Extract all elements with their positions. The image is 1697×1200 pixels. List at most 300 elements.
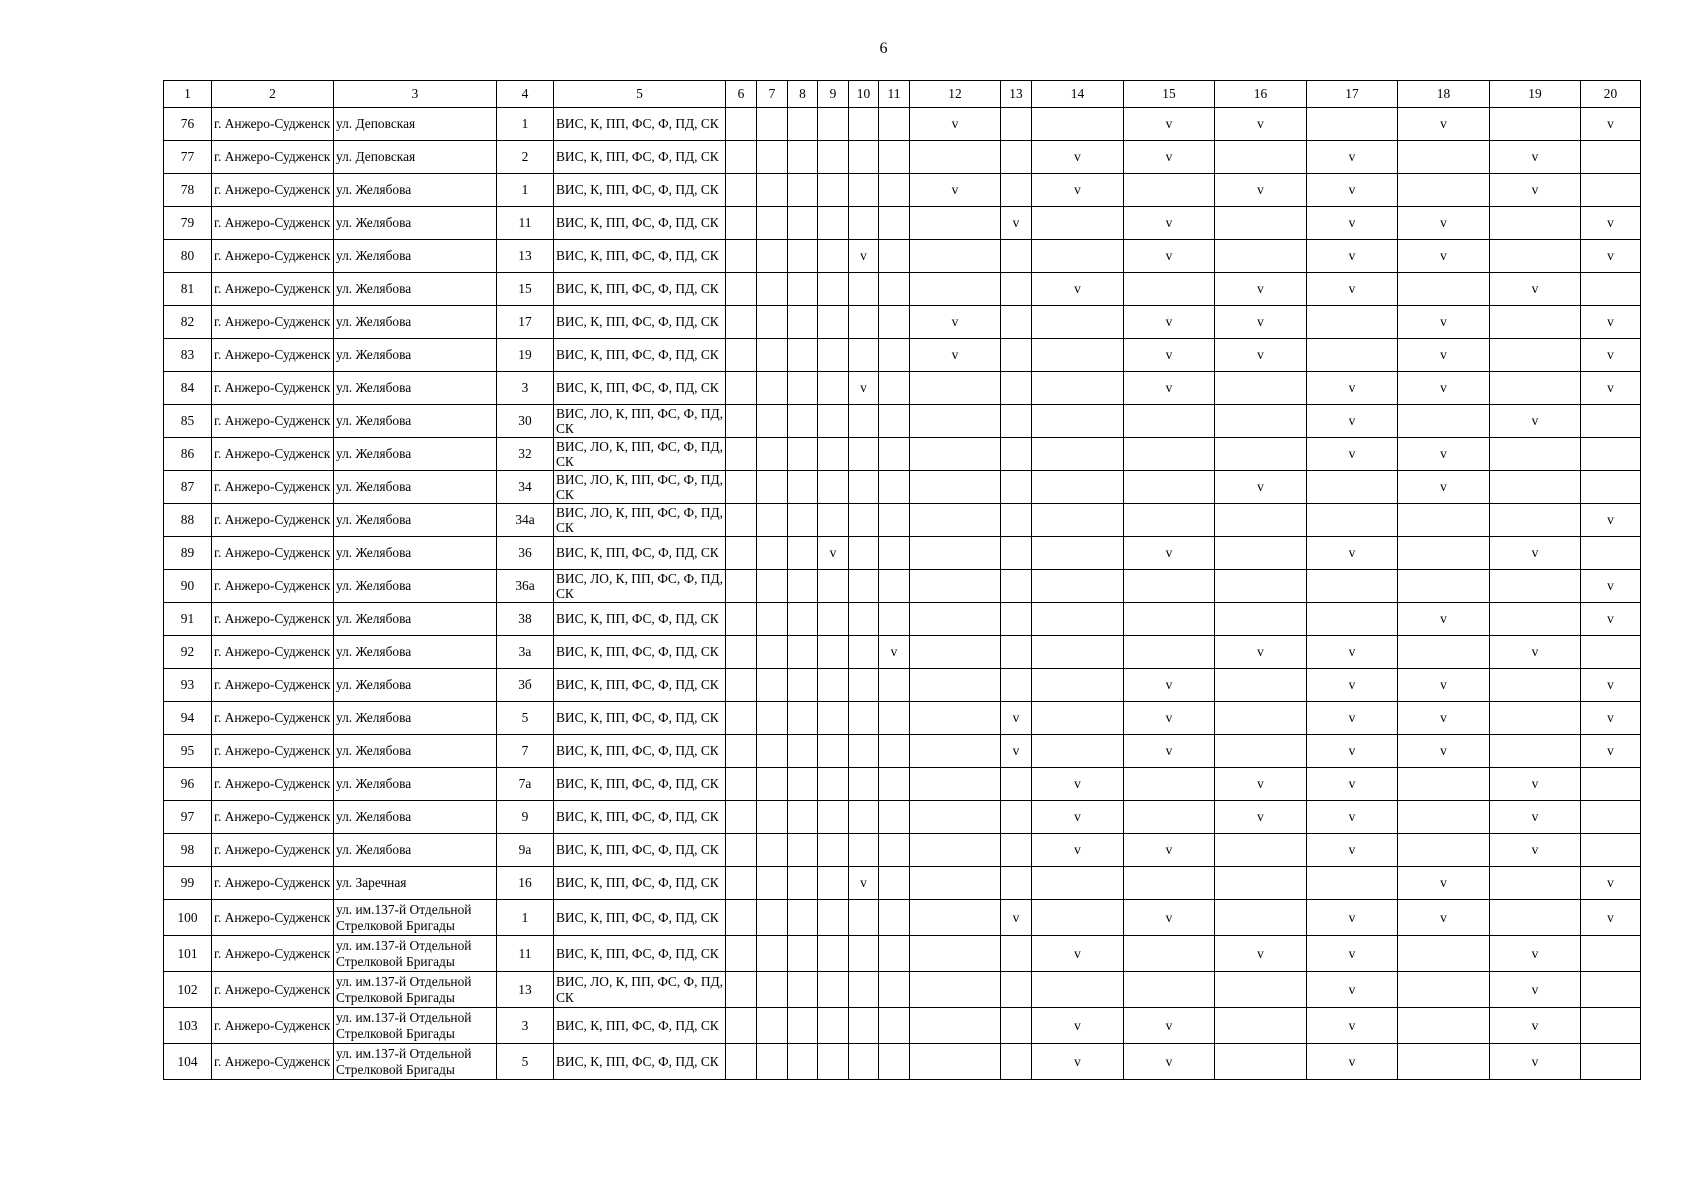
house-number-cell: 16 [497, 867, 554, 900]
empty-cell [818, 372, 849, 405]
empty-cell [726, 537, 757, 570]
empty-cell [879, 339, 910, 372]
empty-cell [788, 900, 818, 936]
check-mark: v [1307, 936, 1398, 972]
check-mark: v [1581, 570, 1641, 603]
empty-cell [849, 1008, 879, 1044]
row-number: 101 [164, 936, 212, 972]
empty-cell [1124, 438, 1215, 471]
empty-cell [726, 735, 757, 768]
row-number: 99 [164, 867, 212, 900]
check-mark: v [1307, 141, 1398, 174]
column-header-12: 12 [910, 81, 1001, 108]
check-mark: v [1490, 537, 1581, 570]
house-number-cell: 36 [497, 537, 554, 570]
empty-cell [849, 801, 879, 834]
check-mark: v [1307, 405, 1398, 438]
works-list-cell: ВИС, К, ПП, ФС, Ф, ПД, СК [554, 273, 726, 306]
empty-cell [1398, 768, 1490, 801]
city-cell: г. Анжеро-Судженск [212, 702, 334, 735]
row-number: 97 [164, 801, 212, 834]
check-mark: v [1032, 834, 1124, 867]
empty-cell [1398, 1044, 1490, 1080]
empty-cell [1124, 504, 1215, 537]
empty-cell [757, 768, 788, 801]
check-mark: v [1307, 669, 1398, 702]
empty-cell [818, 471, 849, 504]
check-mark: v [1398, 471, 1490, 504]
empty-cell [788, 801, 818, 834]
column-header-16: 16 [1215, 81, 1307, 108]
empty-cell [879, 1044, 910, 1080]
row-number: 77 [164, 141, 212, 174]
empty-cell [879, 471, 910, 504]
table-row [164, 537, 1641, 570]
check-mark: v [1581, 108, 1641, 141]
empty-cell [788, 1044, 818, 1080]
column-header-3: 3 [334, 81, 497, 108]
check-mark: v [1581, 504, 1641, 537]
empty-cell [726, 636, 757, 669]
check-mark: v [1307, 438, 1398, 471]
empty-cell [1001, 339, 1032, 372]
check-mark: v [1124, 141, 1215, 174]
empty-cell [1307, 108, 1398, 141]
empty-cell [849, 768, 879, 801]
city-cell: г. Анжеро-Судженск [212, 972, 334, 1008]
empty-cell [849, 570, 879, 603]
city-cell: г. Анжеро-Судженск [212, 936, 334, 972]
check-mark: v [1307, 768, 1398, 801]
empty-cell [726, 174, 757, 207]
empty-cell [1490, 900, 1581, 936]
empty-cell [1215, 504, 1307, 537]
empty-cell [788, 405, 818, 438]
empty-cell [849, 504, 879, 537]
house-number-cell: 1 [497, 900, 554, 936]
check-mark: v [1581, 702, 1641, 735]
check-mark: v [910, 306, 1001, 339]
empty-cell [788, 669, 818, 702]
empty-cell [818, 108, 849, 141]
empty-cell [1124, 405, 1215, 438]
works-list-cell: ВИС, К, ПП, ФС, Ф, ПД, СК [554, 174, 726, 207]
empty-cell [818, 570, 849, 603]
street-cell: ул. Желябова [334, 273, 497, 306]
empty-cell [910, 702, 1001, 735]
empty-cell [726, 570, 757, 603]
empty-cell [726, 1044, 757, 1080]
row-number: 96 [164, 768, 212, 801]
empty-cell [849, 972, 879, 1008]
check-mark: v [1307, 240, 1398, 273]
empty-cell [1001, 504, 1032, 537]
empty-cell [1398, 174, 1490, 207]
empty-cell [818, 1008, 849, 1044]
row-number: 90 [164, 570, 212, 603]
row-number: 80 [164, 240, 212, 273]
empty-cell [1215, 669, 1307, 702]
street-cell: ул. Желябова [334, 405, 497, 438]
check-mark: v [1215, 306, 1307, 339]
city-cell: г. Анжеро-Судженск [212, 1044, 334, 1080]
street-cell: ул. Желябова [334, 834, 497, 867]
empty-cell [910, 372, 1001, 405]
table-row [164, 372, 1641, 405]
table-row [164, 1044, 1641, 1080]
check-mark: v [1215, 471, 1307, 504]
empty-cell [1490, 504, 1581, 537]
works-list-cell: ВИС, К, ПП, ФС, Ф, ПД, СК [554, 141, 726, 174]
works-list-cell: ВИС, К, ПП, ФС, Ф, ПД, СК [554, 768, 726, 801]
house-number-cell: 2 [497, 141, 554, 174]
check-mark: v [1581, 735, 1641, 768]
empty-cell [1001, 669, 1032, 702]
empty-cell [910, 504, 1001, 537]
empty-cell [1490, 471, 1581, 504]
empty-cell [1581, 1008, 1641, 1044]
empty-cell [1215, 702, 1307, 735]
empty-cell [879, 702, 910, 735]
check-mark: v [1001, 900, 1032, 936]
table-row [164, 936, 1641, 972]
check-mark: v [1398, 702, 1490, 735]
empty-cell [726, 240, 757, 273]
empty-cell [818, 936, 849, 972]
empty-cell [1001, 867, 1032, 900]
column-header-7: 7 [757, 81, 788, 108]
street-cell: ул. Желябова [334, 339, 497, 372]
check-mark: v [1398, 603, 1490, 636]
empty-cell [1124, 570, 1215, 603]
empty-cell [726, 867, 757, 900]
empty-cell [879, 1008, 910, 1044]
empty-cell [1001, 372, 1032, 405]
check-mark: v [1001, 702, 1032, 735]
empty-cell [726, 108, 757, 141]
empty-cell [1581, 1044, 1641, 1080]
empty-cell [788, 936, 818, 972]
check-mark: v [1124, 108, 1215, 141]
check-mark: v [1398, 438, 1490, 471]
empty-cell [1215, 1008, 1307, 1044]
house-number-cell: 30 [497, 405, 554, 438]
empty-cell [849, 438, 879, 471]
empty-cell [1581, 471, 1641, 504]
empty-cell [726, 207, 757, 240]
empty-cell [788, 768, 818, 801]
empty-cell [757, 405, 788, 438]
empty-cell [1215, 972, 1307, 1008]
empty-cell [910, 735, 1001, 768]
works-list-cell: ВИС, ЛО, К, ПП, ФС, Ф, ПД, СК [554, 405, 726, 438]
empty-cell [1490, 867, 1581, 900]
check-mark: v [1307, 801, 1398, 834]
empty-cell [757, 834, 788, 867]
house-number-cell: 3 [497, 372, 554, 405]
empty-cell [757, 240, 788, 273]
house-number-cell: 9а [497, 834, 554, 867]
check-mark: v [1398, 108, 1490, 141]
check-mark: v [1398, 735, 1490, 768]
street-cell: ул. Желябова [334, 570, 497, 603]
empty-cell [1001, 936, 1032, 972]
street-cell: ул. Деповская [334, 108, 497, 141]
empty-cell [1124, 801, 1215, 834]
house-number-cell: 38 [497, 603, 554, 636]
empty-cell [1490, 438, 1581, 471]
empty-cell [1032, 372, 1124, 405]
empty-cell [1124, 603, 1215, 636]
empty-cell [726, 1008, 757, 1044]
table-row [164, 273, 1641, 306]
house-number-cell: 34 [497, 471, 554, 504]
empty-cell [818, 405, 849, 438]
check-mark: v [1032, 174, 1124, 207]
empty-cell [726, 972, 757, 1008]
empty-cell [879, 141, 910, 174]
empty-cell [1398, 537, 1490, 570]
check-mark: v [1307, 207, 1398, 240]
empty-cell [910, 768, 1001, 801]
empty-cell [1001, 108, 1032, 141]
empty-cell [1490, 735, 1581, 768]
empty-cell [879, 801, 910, 834]
house-number-cell: 32 [497, 438, 554, 471]
check-mark: v [1581, 900, 1641, 936]
column-number-row [164, 81, 1641, 108]
check-mark: v [1398, 372, 1490, 405]
empty-cell [910, 405, 1001, 438]
empty-cell [757, 372, 788, 405]
empty-cell [879, 108, 910, 141]
empty-cell [879, 669, 910, 702]
empty-cell [1307, 603, 1398, 636]
works-list-cell: ВИС, К, ПП, ФС, Ф, ПД, СК [554, 636, 726, 669]
empty-cell [757, 636, 788, 669]
empty-cell [1001, 240, 1032, 273]
empty-cell [849, 174, 879, 207]
empty-cell [788, 339, 818, 372]
city-cell: г. Анжеро-Судженск [212, 768, 334, 801]
empty-cell [757, 438, 788, 471]
check-mark: v [910, 108, 1001, 141]
house-number-cell: 9 [497, 801, 554, 834]
row-number: 78 [164, 174, 212, 207]
empty-cell [849, 702, 879, 735]
table-row [164, 768, 1641, 801]
table-row [164, 405, 1641, 438]
check-mark: v [849, 867, 879, 900]
empty-cell [1001, 801, 1032, 834]
house-number-cell: 36а [497, 570, 554, 603]
check-mark: v [1581, 306, 1641, 339]
street-cell: ул. Желябова [334, 669, 497, 702]
check-mark: v [1124, 702, 1215, 735]
table-row [164, 972, 1641, 1008]
empty-cell [757, 306, 788, 339]
empty-cell [879, 438, 910, 471]
empty-cell [818, 504, 849, 537]
check-mark: v [1490, 1008, 1581, 1044]
column-header-1: 1 [164, 81, 212, 108]
empty-cell [726, 603, 757, 636]
empty-cell [788, 702, 818, 735]
empty-cell [1032, 735, 1124, 768]
empty-cell [910, 273, 1001, 306]
empty-cell [818, 972, 849, 1008]
empty-cell [1215, 735, 1307, 768]
register-table [163, 80, 1641, 1080]
empty-cell [1581, 636, 1641, 669]
check-mark: v [849, 372, 879, 405]
empty-cell [1032, 240, 1124, 273]
empty-cell [879, 207, 910, 240]
empty-cell [818, 867, 849, 900]
street-cell: ул. Желябова [334, 372, 497, 405]
empty-cell [1032, 702, 1124, 735]
empty-cell [757, 702, 788, 735]
check-mark: v [1307, 702, 1398, 735]
works-list-cell: ВИС, К, ПП, ФС, Ф, ПД, СК [554, 834, 726, 867]
check-mark: v [1307, 1044, 1398, 1080]
city-cell: г. Анжеро-Судженск [212, 240, 334, 273]
empty-cell [879, 372, 910, 405]
empty-cell [1124, 273, 1215, 306]
empty-cell [726, 504, 757, 537]
empty-cell [849, 603, 879, 636]
city-cell: г. Анжеро-Судженск [212, 834, 334, 867]
works-list-cell: ВИС, К, ПП, ФС, Ф, ПД, СК [554, 702, 726, 735]
empty-cell [757, 174, 788, 207]
empty-cell [1307, 867, 1398, 900]
empty-cell [910, 141, 1001, 174]
empty-cell [1490, 108, 1581, 141]
empty-cell [1215, 537, 1307, 570]
table-row [164, 108, 1641, 141]
works-list-cell: ВИС, ЛО, К, ПП, ФС, Ф, ПД, СК [554, 972, 726, 1008]
city-cell: г. Анжеро-Судженск [212, 141, 334, 174]
row-number: 88 [164, 504, 212, 537]
empty-cell [818, 702, 849, 735]
empty-cell [818, 603, 849, 636]
empty-cell [1001, 603, 1032, 636]
empty-cell [818, 306, 849, 339]
check-mark: v [1307, 1008, 1398, 1044]
empty-cell [849, 900, 879, 936]
row-number: 81 [164, 273, 212, 306]
empty-cell [879, 603, 910, 636]
empty-cell [757, 900, 788, 936]
empty-cell [1581, 438, 1641, 471]
check-mark: v [1490, 141, 1581, 174]
empty-cell [849, 636, 879, 669]
check-mark: v [1490, 636, 1581, 669]
empty-cell [788, 240, 818, 273]
check-mark: v [1307, 834, 1398, 867]
empty-cell [1032, 603, 1124, 636]
empty-cell [849, 339, 879, 372]
empty-cell [1398, 273, 1490, 306]
table-row [164, 900, 1641, 936]
empty-cell [757, 471, 788, 504]
works-list-cell: ВИС, К, ПП, ФС, Ф, ПД, СК [554, 735, 726, 768]
empty-cell [879, 273, 910, 306]
check-mark: v [1032, 768, 1124, 801]
row-number: 82 [164, 306, 212, 339]
empty-cell [879, 504, 910, 537]
row-number: 100 [164, 900, 212, 936]
empty-cell [849, 669, 879, 702]
empty-cell [879, 537, 910, 570]
row-number: 93 [164, 669, 212, 702]
empty-cell [1307, 306, 1398, 339]
check-mark: v [1581, 669, 1641, 702]
empty-cell [879, 174, 910, 207]
empty-cell [757, 1044, 788, 1080]
table-row [164, 867, 1641, 900]
table-row [164, 207, 1641, 240]
empty-cell [849, 405, 879, 438]
column-header-20: 20 [1581, 81, 1641, 108]
city-cell: г. Анжеро-Судженск [212, 900, 334, 936]
street-cell: ул. Желябова [334, 801, 497, 834]
empty-cell [1215, 834, 1307, 867]
empty-cell [910, 636, 1001, 669]
column-header-11: 11 [879, 81, 910, 108]
empty-cell [849, 936, 879, 972]
empty-cell [1032, 471, 1124, 504]
empty-cell [1001, 972, 1032, 1008]
check-mark: v [1215, 339, 1307, 372]
street-cell: ул. им.137-й Отдельной Стрелковой Бригады [334, 936, 497, 972]
check-mark: v [1307, 735, 1398, 768]
street-cell: ул. Желябова [334, 504, 497, 537]
empty-cell [818, 735, 849, 768]
check-mark: v [1032, 1044, 1124, 1080]
empty-cell [849, 273, 879, 306]
empty-cell [1124, 768, 1215, 801]
check-mark: v [1124, 1044, 1215, 1080]
empty-cell [726, 834, 757, 867]
street-cell: ул. Заречная [334, 867, 497, 900]
works-list-cell: ВИС, К, ПП, ФС, Ф, ПД, СК [554, 936, 726, 972]
works-list-cell: ВИС, К, ПП, ФС, Ф, ПД, СК [554, 1044, 726, 1080]
empty-cell [818, 174, 849, 207]
table-row [164, 471, 1641, 504]
street-cell: ул. Желябова [334, 768, 497, 801]
empty-cell [910, 240, 1001, 273]
empty-cell [910, 603, 1001, 636]
empty-cell [757, 537, 788, 570]
street-cell: ул. Желябова [334, 537, 497, 570]
empty-cell [1032, 306, 1124, 339]
empty-cell [1001, 273, 1032, 306]
empty-cell [879, 900, 910, 936]
empty-cell [1398, 141, 1490, 174]
row-number: 84 [164, 372, 212, 405]
check-mark: v [1398, 339, 1490, 372]
city-cell: г. Анжеро-Судженск [212, 108, 334, 141]
empty-cell [910, 801, 1001, 834]
empty-cell [818, 207, 849, 240]
empty-cell [1032, 900, 1124, 936]
check-mark: v [1581, 207, 1641, 240]
table-body [164, 108, 1641, 1080]
table-row [164, 669, 1641, 702]
works-list-cell: ВИС, К, ПП, ФС, Ф, ПД, СК [554, 669, 726, 702]
check-mark: v [1032, 1008, 1124, 1044]
